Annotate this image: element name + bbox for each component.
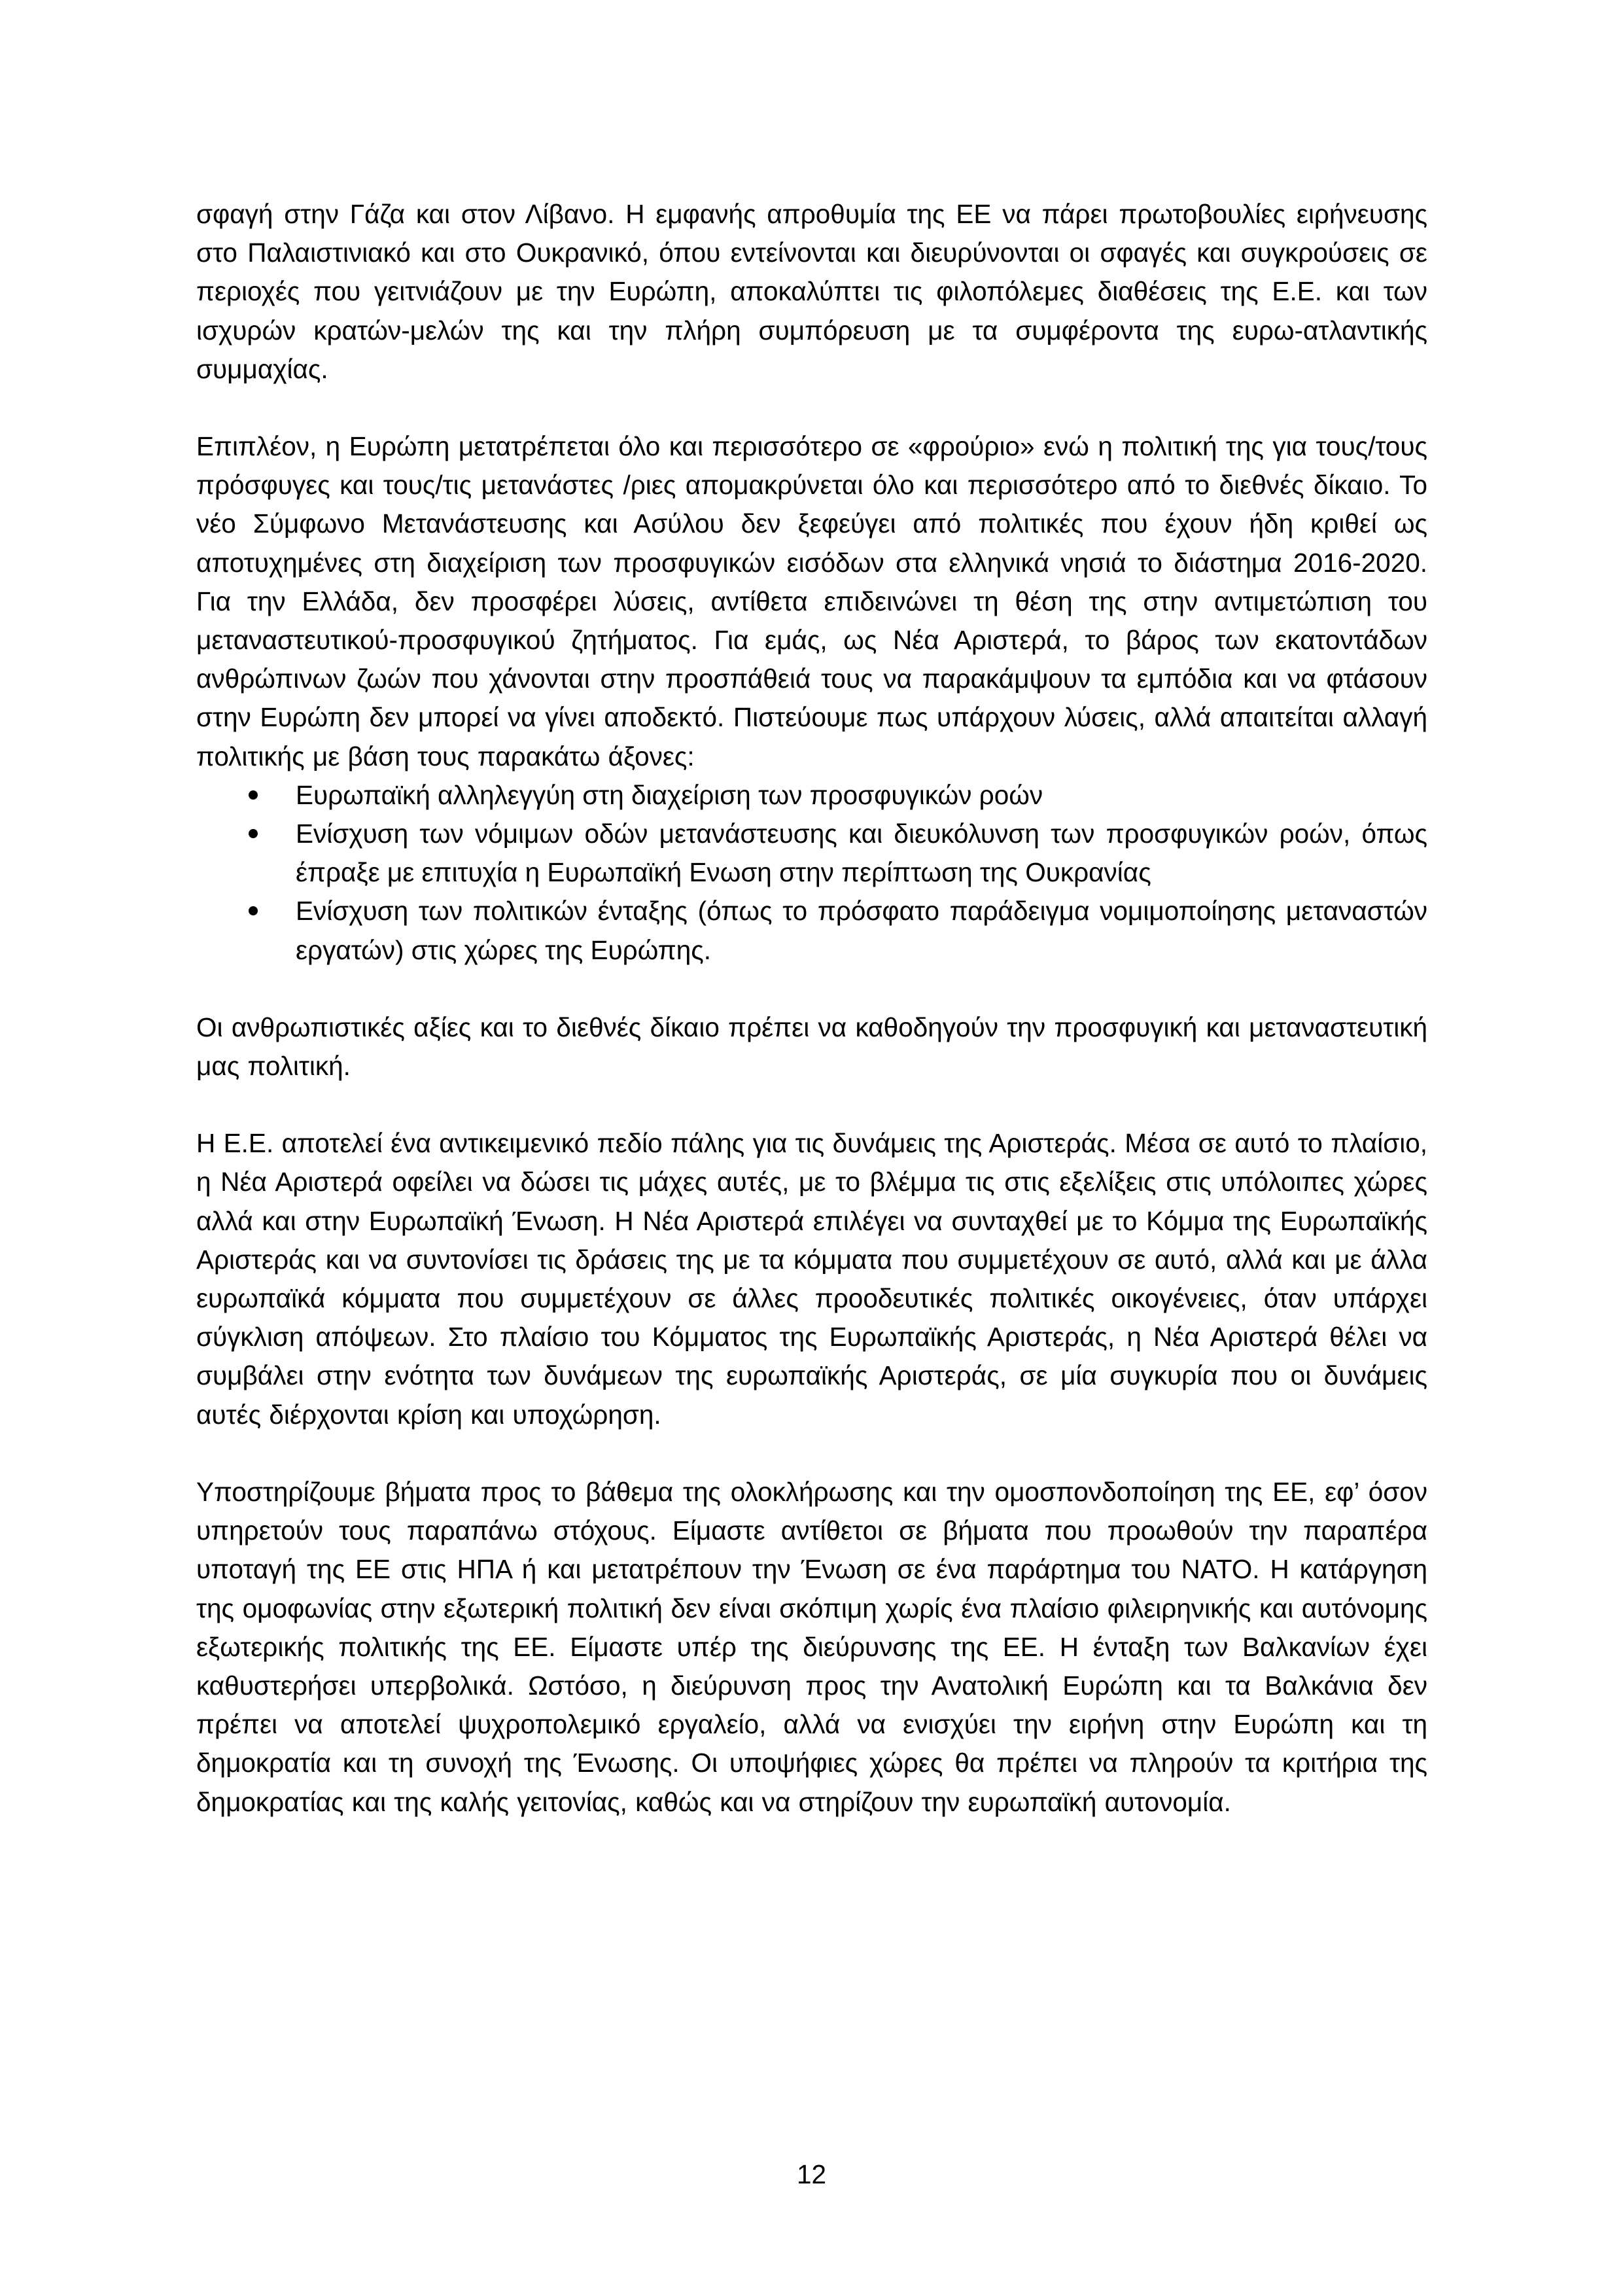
page-number: 12 [796, 2159, 827, 2189]
paragraph-gaza-lebanon-peace: σφαγή στην Γάζα και στον Λίβανο. Η εμφανής απροθυμία της ΕΕ να πάρει πρωτοβουλίες ειρήνευσης στο Παλαιστινιακό και στο Ουκρανικό, όπου εντείνονται και διευρύνονται οι σφαγές και συγκρούσεις σε περιοχές που γειτνιάζουν με την Ευρώπη, αποκαλύπτει τις φιλοπόλεμες διαθέσεις της Ε.Ε. και των ισχυρών κρατών-μελών της και την πλήρη συμπόρευση με τα συμφέροντα της ευρω-ατλαντικής συμμαχίας. [196, 199, 1427, 384]
bullet-list-item [196, 892, 1427, 969]
policy-axes-bullet-list [196, 776, 1427, 970]
bullet-icon [249, 790, 258, 800]
paragraph-humanitarian-values: Οι ανθρωπιστικές αξίες και το διεθνές δίκαιο πρέπει να καθοδηγούν την προσφυγική και μεταναστευτική μας πολιτική. [196, 1012, 1427, 1082]
bullet-icon [249, 906, 258, 915]
paragraph-fortress-europe-migration: Επιπλέον, η Ευρώπη μετατρέπεται όλο και περισσότερο σε «φρούριο» ενώ η πολιτική της για τους/τους πρόσφυγες και τους/τις μετανάστες /ριες απομακρύνεται όλο και περισσότερο από το διεθνές δίκαιο. Το νέο Σύμφωνο Μετανάστευσης και Ασύλου δεν ξεφεύγει από πολιτικές που έχουν ήδη κριθεί ως αποτυχημένες στη διαχείριση των προσφυγικών εισόδων στα ελληνικά νησιά το διάστημα 2016-2020. Για την Ελλάδα, δεν προσφέρει λύσεις, αντίθετα επιδεινώνει τη θέση της στην αντιμετώπιση του μεταναστευτικού-προσφυγικού ζητήματος. Για εμάς, ως Νέα Αριστερά, το βάρος των εκατοντάδων ανθρώπινων ζωών που χάνονται στην προσπάθειά τους να παρακάμψουν τα εμπόδια και να φτάσουν στην Ευρώπη δεν μπορεί να γίνει αποδεκτό. Πιστεύουμε πως υπάρχουν λύσεις, αλλά απαιτείται αλλαγή πολιτικής με βάση τους παρακάτω άξονες: [196, 431, 1427, 771]
bullet-list-item [196, 776, 1427, 815]
bullet-text: Ενίσχυση των πολιτικών ένταξης (όπως το πρόσφατο παράδειγμα νομιμοποίησης μεταναστών εργατών) στις χώρες της Ευρώπης. [296, 896, 1427, 965]
paragraph-eu-left-struggle: Η Ε.Ε. αποτελεί ένα αντικειμενικό πεδίο πάλης για τις δυνάμεις της Αριστεράς. Μέσα σε αυτό το πλαίσιο, η Νέα Αριστερά οφείλει να δώσει τις μάχες αυτές, με το βλέμμα τις στις εξελίξεις στις υπόλοιπες χώρες αλλά και στην Ευρωπαϊκή Ένωση. Η Νέα Αριστερά επιλέγει να συνταχθεί με το Κόμμα της Ευρωπαϊκής Αριστεράς και να συντονίσει τις δράσεις της με τα κόμματα που συμμετέχουν σε αυτό, αλλά και με άλλα ευρωπαϊκά κόμματα που συμμετέχουν σε άλλες προοδευτικές πολιτικές οικογένειες, όταν υπάρχει σύγκλιση απόψεων. Στο πλαίσιο του Κόμματος της Ευρωπαϊκής Αριστεράς, η Νέα Αριστερά θέλει να συμβάλει στην ενότητα των δυνάμεων της ευρωπαϊκής Αριστεράς, σε μία συγκυρία που οι δυνάμεις αυτές διέρχονται κρίση και υποχώρηση. [196, 1128, 1427, 1430]
document-page-body [196, 195, 1427, 1860]
bullet-text: Ενίσχυση των νόμιμων οδών μετανάστευσης και διευκόλυνση των προσφυγικών ροών, όπως έπραξε με επιτυχία η Ευρωπαϊκή Ενωση στην περίπτωση της Ουκρανίας [296, 819, 1427, 888]
paragraph-eu-integration-enlargement: Υποστηρίζουμε βήματα προς το βάθεμα της ολοκλήρωσης και την ομοσπονδοποίηση της ΕΕ, εφ’ όσον υπηρετούν τους παραπάνω στόχους. Είμαστε αντίθετοι σε βήματα που προωθούν την παραπέρα υποταγή της ΕΕ στις ΗΠΑ ή και μετατρέπουν την Ένωση σε ένα παράρτημα του ΝΑΤΟ. Η κατάργηση της ομοφωνίας στην εξωτερική πολιτική δεν είναι σκόπιμη χωρίς ένα πλαίσιο φιλειρηνικής και αυτόνομης εξωτερικής πολιτικής της ΕΕ. Είμαστε υπέρ της διεύρυνσης της ΕΕ. Η ένταξη των Βαλκανίων έχει καθυστερήσει υπερβολικά. Ωστόσο, η διεύρυνση προς την Ανατολική Ευρώπη και τα Βαλκάνια δεν πρέπει να αποτελεί ψυχροπολεμικό εργαλείο, αλλά να ενισχύει την ειρήνη στην Ευρώπη και τη δημοκρατία και τη συνοχή της Ένωσης. Οι υποψήφιες χώρες θα πρέπει να πληρούν τα κριτήρια της δημοκρατίας και της καλής γειτονίας, καθώς και να στηρίζουν την ευρωπαϊκή αυτονομία. [196, 1476, 1427, 1817]
bullet-list-item [196, 815, 1427, 892]
bullet-text: Ευρωπαϊκή αλληλεγγύη στη διαχείριση των προσφυγικών ροών [296, 779, 1043, 810]
bullet-icon [249, 829, 258, 838]
